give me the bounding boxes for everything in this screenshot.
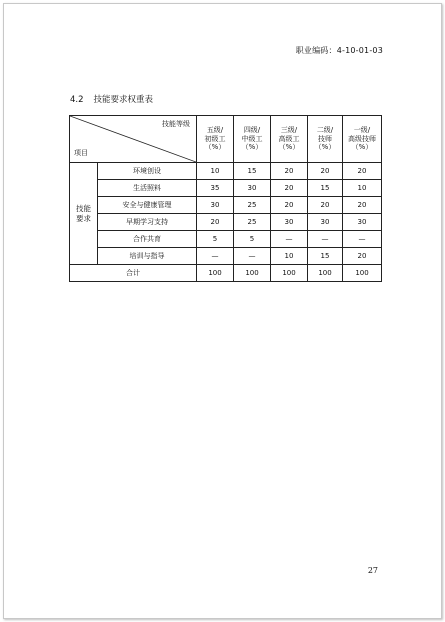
table-cell: 25 — [234, 197, 271, 214]
row-item-label: 安全与健康管理 — [98, 197, 197, 214]
page-number: 27 — [367, 566, 378, 575]
total-label: 合计 — [70, 265, 197, 282]
table-cell: 20 — [308, 197, 343, 214]
table-cell: 20 — [308, 163, 343, 180]
level-header-4: 四级/ 中级工 （%） — [234, 116, 271, 163]
table-cell: 20 — [197, 214, 234, 231]
row-item-label: 培训与指导 — [98, 248, 197, 265]
document-page — [3, 3, 442, 619]
table-row — [70, 163, 382, 180]
section-title-text: 技能要求权重表 — [93, 95, 154, 105]
table-cell: 5 — [234, 231, 271, 248]
table-cell: 10 — [343, 180, 382, 197]
table-row — [70, 197, 382, 214]
table-cell: 20 — [271, 163, 308, 180]
table-cell: — — [234, 248, 271, 265]
row-item-label: 环境创设 — [98, 163, 197, 180]
row-item-label: 早期学习支持 — [98, 214, 197, 231]
total-cell: 100 — [234, 265, 271, 282]
table-cell: 15 — [308, 248, 343, 265]
table-cell: 30 — [197, 197, 234, 214]
total-cell: 100 — [343, 265, 382, 282]
table-cell: 20 — [343, 197, 382, 214]
section-number: 4.2 — [70, 95, 84, 105]
table-cell: 30 — [234, 180, 271, 197]
table-total-row — [70, 265, 382, 282]
table-cell: 5 — [197, 231, 234, 248]
table-cell: — — [308, 231, 343, 248]
level-header-5: 五级/ 初级工 （%） — [197, 116, 234, 163]
level-header-3: 三级/ 高级工 （%） — [271, 116, 308, 163]
total-cell: 100 — [271, 265, 308, 282]
total-cell: 100 — [308, 265, 343, 282]
row-item-label: 合作共育 — [98, 231, 197, 248]
table-cell: 35 — [197, 180, 234, 197]
level-header-2: 二级/ 技师 （%） — [308, 116, 343, 163]
table-cell: 30 — [308, 214, 343, 231]
row-item-label: 生活照料 — [98, 180, 197, 197]
table-cell: 30 — [343, 214, 382, 231]
table-header-row — [70, 116, 382, 163]
group-label-skill-requirements: 技能 要求 — [70, 163, 98, 265]
table-row — [70, 248, 382, 265]
corner-label-item: 项目 — [74, 149, 88, 158]
table-cell: 15 — [308, 180, 343, 197]
table-cell: 30 — [271, 214, 308, 231]
total-cell: 100 — [197, 265, 234, 282]
table-cell: 20 — [271, 180, 308, 197]
table-cell: 20 — [343, 163, 382, 180]
table-cell: — — [197, 248, 234, 265]
occupation-code: 职业编码：4-10-01-03 — [295, 46, 383, 55]
table-row — [70, 180, 382, 197]
table-row — [70, 231, 382, 248]
table-cell: 25 — [234, 214, 271, 231]
corner-label-skill-level: 技能等级 — [162, 120, 190, 128]
table-cell: — — [343, 231, 382, 248]
section-heading — [70, 93, 153, 105]
skill-weight-table — [69, 115, 382, 282]
header-corner-cell — [70, 116, 197, 163]
level-header-1: 一级/ 高级技师 （%） — [343, 116, 382, 163]
table-cell: 20 — [271, 197, 308, 214]
table-cell: 20 — [343, 248, 382, 265]
table-cell: 10 — [197, 163, 234, 180]
table-row — [70, 214, 382, 231]
table-cell: 10 — [271, 248, 308, 265]
table-cell: 15 — [234, 163, 271, 180]
table-cell: — — [271, 231, 308, 248]
